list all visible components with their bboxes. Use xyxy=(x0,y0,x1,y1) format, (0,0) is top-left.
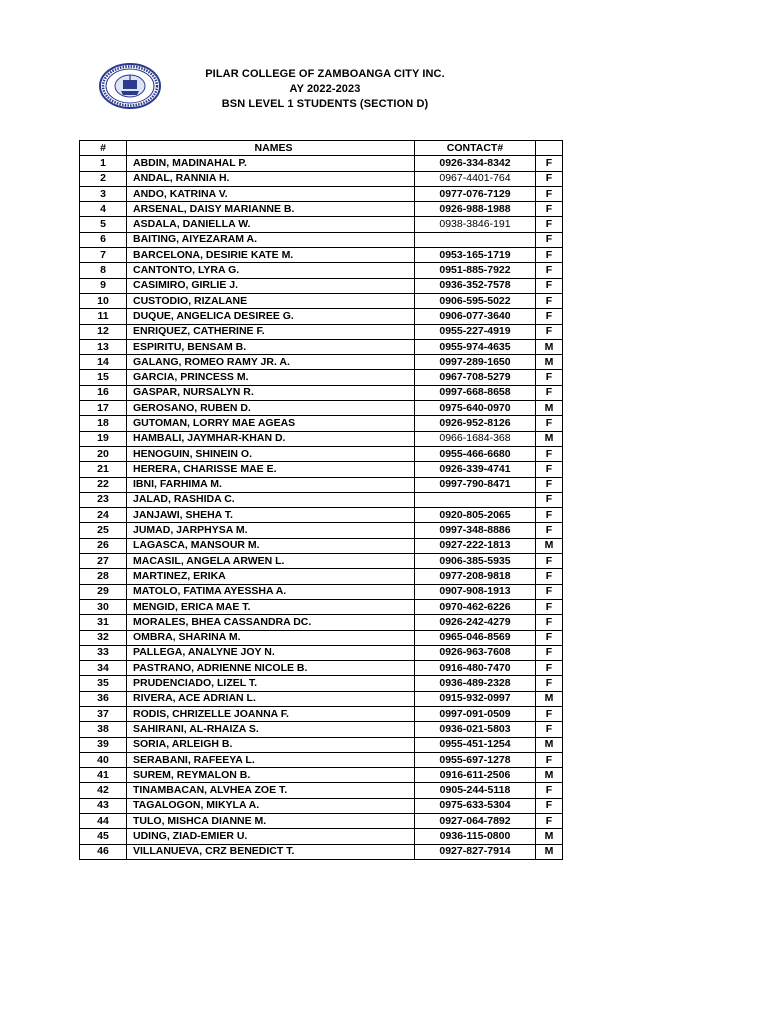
table-row xyxy=(80,706,563,721)
sex-code: F xyxy=(536,462,563,477)
row-number: 30 xyxy=(80,599,127,614)
row-number: 45 xyxy=(80,829,127,844)
table-row xyxy=(80,339,563,354)
contact-number: 0975-640-0970 xyxy=(415,401,536,416)
table-row xyxy=(80,217,563,232)
student-name: JUMAD, JARPHYSA M. xyxy=(127,523,415,538)
contact-number: 0997-790-8471 xyxy=(415,477,536,492)
contact-number: 0936-352-7578 xyxy=(415,278,536,293)
academic-year: AY 2022-2023 xyxy=(289,83,361,95)
student-name: ASDALA, DANIELLA W. xyxy=(127,217,415,232)
column-header-names: NAMES xyxy=(127,141,415,156)
table-row xyxy=(80,324,563,339)
student-name: IBNI, FARHIMA M. xyxy=(127,477,415,492)
sex-code: M xyxy=(536,844,563,859)
column-header-sex xyxy=(536,141,563,156)
contact-number: 0915-932-0997 xyxy=(415,691,536,706)
contact-number: 0997-668-8658 xyxy=(415,385,536,400)
row-number: 20 xyxy=(80,446,127,461)
contact-number: 0920-805-2065 xyxy=(415,508,536,523)
row-number: 34 xyxy=(80,661,127,676)
contact-number: 0916-611-2506 xyxy=(415,768,536,783)
contact-number: 0955-227-4919 xyxy=(415,324,536,339)
contact-number: 0936-115-0800 xyxy=(415,829,536,844)
row-number: 17 xyxy=(80,401,127,416)
sex-code: M xyxy=(536,737,563,752)
sex-code: F xyxy=(536,217,563,232)
table-row xyxy=(80,248,563,263)
student-name: ABDIN, MADINAHAL P. xyxy=(127,156,415,171)
table-row xyxy=(80,278,563,293)
student-name: MORALES, BHEA CASSANDRA DC. xyxy=(127,615,415,630)
table-row xyxy=(80,293,563,308)
row-number: 33 xyxy=(80,645,127,660)
table-row xyxy=(80,737,563,752)
contact-number: 0906-385-5935 xyxy=(415,554,536,569)
student-name: DUQUE, ANGELICA DESIREE G. xyxy=(127,309,415,324)
table-row xyxy=(80,309,563,324)
table-row xyxy=(80,477,563,492)
sex-code: M xyxy=(536,768,563,783)
row-number: 44 xyxy=(80,814,127,829)
sex-code: F xyxy=(536,508,563,523)
sex-code: M xyxy=(536,355,563,370)
sex-code: F xyxy=(536,599,563,614)
student-name: LAGASCA, MANSOUR M. xyxy=(127,538,415,553)
row-number: 11 xyxy=(80,309,127,324)
student-name: SUREM, REYMALON B. xyxy=(127,768,415,783)
table-row xyxy=(80,615,563,630)
table-row xyxy=(80,202,563,217)
sex-code: F xyxy=(536,645,563,660)
student-name: MENGID, ERICA MAE T. xyxy=(127,599,415,614)
contact-number: 0926-952-8126 xyxy=(415,416,536,431)
student-name: CASIMIRO, GIRLIE J. xyxy=(127,278,415,293)
student-name: HAMBALI, JAYMHAR-KHAN D. xyxy=(127,431,415,446)
student-name: MACASIL, ANGELA ARWEN L. xyxy=(127,554,415,569)
roster-body xyxy=(80,156,563,860)
sex-code: F xyxy=(536,661,563,676)
row-number: 18 xyxy=(80,416,127,431)
student-name: MATOLO, FATIMA AYESSHA A. xyxy=(127,584,415,599)
column-header-contact: CONTACT# xyxy=(415,141,536,156)
table-row xyxy=(80,370,563,385)
student-name: VILLANUEVA, CRZ BENEDICT T. xyxy=(127,844,415,859)
student-name: SORIA, ARLEIGH B. xyxy=(127,737,415,752)
sex-code: F xyxy=(536,569,563,584)
student-name: GEROSANO, RUBEN D. xyxy=(127,401,415,416)
row-number: 15 xyxy=(80,370,127,385)
sex-code: F xyxy=(536,186,563,201)
sex-code: F xyxy=(536,584,563,599)
contact-number: 0926-242-4279 xyxy=(415,615,536,630)
contact-number xyxy=(415,492,536,507)
school-seal-logo xyxy=(99,63,161,109)
contact-number: 0955-697-1278 xyxy=(415,752,536,767)
contact-number: 0938-3846-191 xyxy=(415,217,536,232)
sex-code: F xyxy=(536,370,563,385)
contact-number: 0977-208-9818 xyxy=(415,569,536,584)
row-number: 19 xyxy=(80,431,127,446)
table-row xyxy=(80,401,563,416)
sex-code: M xyxy=(536,401,563,416)
sex-code: F xyxy=(536,554,563,569)
table-row xyxy=(80,569,563,584)
contact-number: 0905-244-5118 xyxy=(415,783,536,798)
row-number: 1 xyxy=(80,156,127,171)
contact-number: 0966-1684-368 xyxy=(415,431,536,446)
contact-number: 0906-595-5022 xyxy=(415,293,536,308)
row-number: 28 xyxy=(80,569,127,584)
contact-number: 0970-462-6226 xyxy=(415,599,536,614)
row-number: 32 xyxy=(80,630,127,645)
sex-code: F xyxy=(536,156,563,171)
row-number: 41 xyxy=(80,768,127,783)
student-name: BAITING, AIYEZARAM A. xyxy=(127,232,415,247)
student-name: CUSTODIO, RIZALANE xyxy=(127,293,415,308)
contact-number: 0955-451-1254 xyxy=(415,737,536,752)
student-name: BARCELONA, DESIRIE KATE M. xyxy=(127,248,415,263)
table-row xyxy=(80,752,563,767)
contact-number: 0926-963-7608 xyxy=(415,645,536,660)
row-number: 21 xyxy=(80,462,127,477)
contact-number: 0927-827-7914 xyxy=(415,844,536,859)
contact-number: 0997-348-8886 xyxy=(415,523,536,538)
row-number: 4 xyxy=(80,202,127,217)
contact-number: 0936-489-2328 xyxy=(415,676,536,691)
table-row xyxy=(80,263,563,278)
contact-number: 0926-988-1988 xyxy=(415,202,536,217)
row-number: 38 xyxy=(80,722,127,737)
contact-number: 0967-708-5279 xyxy=(415,370,536,385)
sex-code: F xyxy=(536,202,563,217)
table-row xyxy=(80,446,563,461)
student-name: GUTOMAN, LORRY MAE AGEAS xyxy=(127,416,415,431)
student-name: JANJAWI, SHEHA T. xyxy=(127,508,415,523)
student-name: PALLEGA, ANALYNE JOY N. xyxy=(127,645,415,660)
student-name: ESPIRITU, BENSAM B. xyxy=(127,339,415,354)
contact-number: 0977-076-7129 xyxy=(415,186,536,201)
row-number: 25 xyxy=(80,523,127,538)
sex-code: F xyxy=(536,752,563,767)
row-number: 3 xyxy=(80,186,127,201)
table-row xyxy=(80,156,563,171)
contact-number: 0967-4401-764 xyxy=(415,171,536,186)
table-row xyxy=(80,722,563,737)
sex-code: F xyxy=(536,630,563,645)
table-row xyxy=(80,676,563,691)
student-name: HENOGUIN, SHINEIN O. xyxy=(127,446,415,461)
row-number: 36 xyxy=(80,691,127,706)
sex-code: F xyxy=(536,523,563,538)
table-row xyxy=(80,538,563,553)
student-name: PASTRANO, ADRIENNE NICOLE B. xyxy=(127,661,415,676)
student-name: PRUDENCIADO, LIZEL T. xyxy=(127,676,415,691)
sex-code: F xyxy=(536,615,563,630)
sex-code: F xyxy=(536,324,563,339)
student-name: TINAMBACAN, ALVHEA ZOE T. xyxy=(127,783,415,798)
student-name: ENRIQUEZ, CATHERINE F. xyxy=(127,324,415,339)
table-row xyxy=(80,523,563,538)
contact-number: 0953-165-1719 xyxy=(415,248,536,263)
row-number: 42 xyxy=(80,783,127,798)
sex-code: F xyxy=(536,798,563,813)
row-number: 7 xyxy=(80,248,127,263)
student-name: SERABANI, RAFEEYA L. xyxy=(127,752,415,767)
contact-number: 0906-077-3640 xyxy=(415,309,536,324)
table-header-row xyxy=(80,141,563,156)
row-number: 8 xyxy=(80,263,127,278)
column-header-number: # xyxy=(80,141,127,156)
row-number: 14 xyxy=(80,355,127,370)
row-number: 31 xyxy=(80,615,127,630)
row-number: 40 xyxy=(80,752,127,767)
row-number: 10 xyxy=(80,293,127,308)
contact-number: 0927-064-7892 xyxy=(415,814,536,829)
student-roster-table xyxy=(79,140,563,860)
student-name: GALANG, ROMEO RAMY JR. A. xyxy=(127,355,415,370)
student-name: HERERA, CHARISSE MAE E. xyxy=(127,462,415,477)
sex-code: F xyxy=(536,446,563,461)
student-name: RODIS, CHRIZELLE JOANNA F. xyxy=(127,706,415,721)
row-number: 16 xyxy=(80,385,127,400)
school-name: PILAR COLLEGE OF ZAMBOANGA CITY INC. xyxy=(205,68,445,80)
table-row xyxy=(80,661,563,676)
sex-code: F xyxy=(536,248,563,263)
sex-code: F xyxy=(536,477,563,492)
student-name: RIVERA, ACE ADRIAN L. xyxy=(127,691,415,706)
contact-number: 0955-974-4635 xyxy=(415,339,536,354)
sex-code: F xyxy=(536,722,563,737)
contact-number: 0955-466-6680 xyxy=(415,446,536,461)
student-name: ANDAL, RANNIA H. xyxy=(127,171,415,186)
student-name: ARSENAL, DAISY MARIANNE B. xyxy=(127,202,415,217)
table-row xyxy=(80,768,563,783)
sex-code: F xyxy=(536,783,563,798)
student-name: CANTONTO, LYRA G. xyxy=(127,263,415,278)
contact-number: 0926-334-8342 xyxy=(415,156,536,171)
table-row xyxy=(80,508,563,523)
sex-code: M xyxy=(536,431,563,446)
student-name: GARCIA, PRINCESS M. xyxy=(127,370,415,385)
student-name: TULO, MISHCA DIANNE M. xyxy=(127,814,415,829)
row-number: 12 xyxy=(80,324,127,339)
contact-number: 0965-046-8569 xyxy=(415,630,536,645)
table-row xyxy=(80,431,563,446)
row-number: 35 xyxy=(80,676,127,691)
table-row xyxy=(80,630,563,645)
table-row xyxy=(80,355,563,370)
contact-number: 0975-633-5304 xyxy=(415,798,536,813)
table-row xyxy=(80,814,563,829)
row-number: 26 xyxy=(80,538,127,553)
table-row xyxy=(80,844,563,859)
sex-code: F xyxy=(536,385,563,400)
table-row xyxy=(80,783,563,798)
table-row xyxy=(80,232,563,247)
table-row xyxy=(80,584,563,599)
sex-code: F xyxy=(536,278,563,293)
row-number: 5 xyxy=(80,217,127,232)
table-row xyxy=(80,462,563,477)
sex-code: F xyxy=(536,416,563,431)
sex-code: F xyxy=(536,171,563,186)
student-name: GASPAR, NURSALYN R. xyxy=(127,385,415,400)
row-number: 37 xyxy=(80,706,127,721)
contact-number: 0997-289-1650 xyxy=(415,355,536,370)
table-row xyxy=(80,416,563,431)
row-number: 22 xyxy=(80,477,127,492)
row-number: 24 xyxy=(80,508,127,523)
section-title: BSN LEVEL 1 STUDENTS (SECTION D) xyxy=(221,98,429,110)
student-name: JALAD, RASHIDA C. xyxy=(127,492,415,507)
sex-code: F xyxy=(536,293,563,308)
row-number: 13 xyxy=(80,339,127,354)
sex-code: M xyxy=(536,538,563,553)
sex-code: F xyxy=(536,309,563,324)
row-number: 2 xyxy=(80,171,127,186)
table-row xyxy=(80,829,563,844)
row-number: 29 xyxy=(80,584,127,599)
table-row xyxy=(80,798,563,813)
sex-code: M xyxy=(536,829,563,844)
table-row xyxy=(80,171,563,186)
sex-code: F xyxy=(536,814,563,829)
table-row xyxy=(80,691,563,706)
contact-number: 0927-222-1813 xyxy=(415,538,536,553)
row-number: 23 xyxy=(80,492,127,507)
student-name: SAHIRANI, AL-RHAIZA S. xyxy=(127,722,415,737)
contact-number: 0907-908-1913 xyxy=(415,584,536,599)
contact-number: 0997-091-0509 xyxy=(415,706,536,721)
sex-code: F xyxy=(536,492,563,507)
table-row xyxy=(80,186,563,201)
contact-number: 0936-021-5803 xyxy=(415,722,536,737)
sex-code: M xyxy=(536,691,563,706)
table-row xyxy=(80,599,563,614)
table-row xyxy=(80,492,563,507)
student-name: UDING, ZIAD-EMIER U. xyxy=(127,829,415,844)
sex-code: F xyxy=(536,676,563,691)
table-row xyxy=(80,385,563,400)
row-number: 6 xyxy=(80,232,127,247)
contact-number: 0926-339-4741 xyxy=(415,462,536,477)
table-row xyxy=(80,645,563,660)
student-name: MARTINEZ, ERIKA xyxy=(127,569,415,584)
document-header xyxy=(160,67,490,112)
row-number: 43 xyxy=(80,798,127,813)
sex-code: M xyxy=(536,339,563,354)
row-number: 39 xyxy=(80,737,127,752)
contact-number: 0951-885-7922 xyxy=(415,263,536,278)
row-number: 27 xyxy=(80,554,127,569)
row-number: 46 xyxy=(80,844,127,859)
row-number: 9 xyxy=(80,278,127,293)
student-name: ANDO, KATRINA V. xyxy=(127,186,415,201)
student-name: TAGALOGON, MIKYLA A. xyxy=(127,798,415,813)
contact-number: 0916-480-7470 xyxy=(415,661,536,676)
table-row xyxy=(80,554,563,569)
sex-code: F xyxy=(536,232,563,247)
sex-code: F xyxy=(536,706,563,721)
sex-code: F xyxy=(536,263,563,278)
contact-number xyxy=(415,232,536,247)
student-name: OMBRA, SHARINA M. xyxy=(127,630,415,645)
